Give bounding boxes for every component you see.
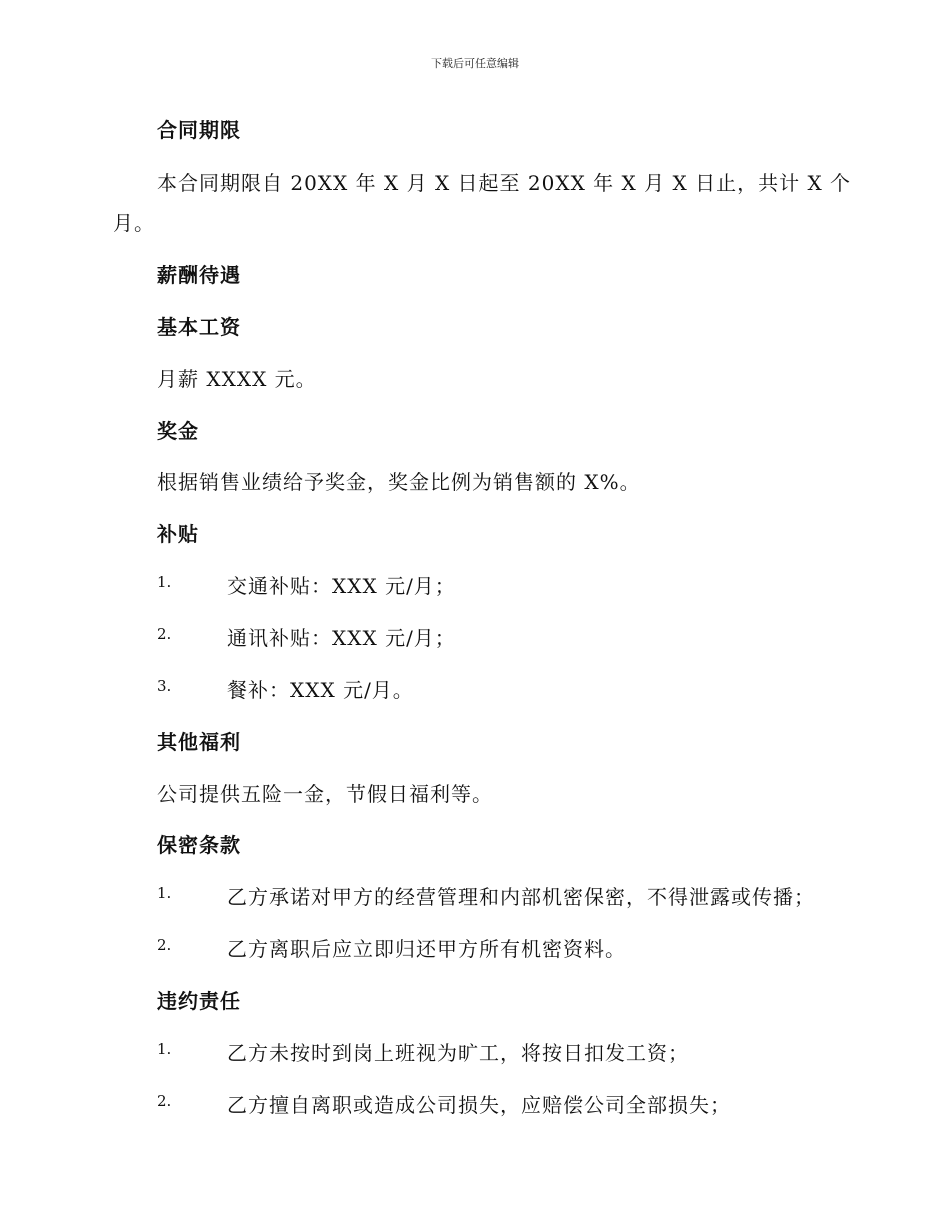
- heading-confidentiality: 保密条款: [157, 833, 241, 857]
- heading-breach: 违约责任: [157, 989, 241, 1013]
- heading-subsidy: 补贴: [157, 522, 199, 546]
- list-number: 1.: [157, 1040, 172, 1058]
- heading-welfare: 其他福利: [157, 730, 241, 754]
- list-number: 1.: [157, 884, 172, 902]
- list-number: 2.: [157, 625, 172, 643]
- contract-term-text-continued: 月。: [113, 211, 155, 235]
- list-number: 3.: [157, 677, 172, 695]
- base-salary-text: 月薪 XXXX 元。: [157, 367, 317, 391]
- welfare-text: 公司提供五险一金，节假日福利等。: [157, 782, 493, 806]
- heading-salary: 薪酬待遇: [157, 263, 241, 287]
- list-item: 乙方离职后应立即归还甲方所有机密资料。: [227, 937, 626, 961]
- heading-base-salary: 基本工资: [157, 315, 241, 339]
- heading-contract-term: 合同期限: [157, 118, 241, 142]
- list-item: 乙方承诺对甲方的经营管理和内部机密保密，不得泄露或传播；: [227, 885, 815, 909]
- contract-term-text: 本合同期限自 20XX 年 X 月 X 日起至 20XX 年 X 月 X 日止，共计 X 个: [157, 171, 852, 195]
- list-item: 交通补贴：XXX 元/月；: [227, 574, 456, 598]
- heading-bonus: 奖金: [157, 419, 199, 443]
- list-item: 餐补：XXX 元/月。: [227, 678, 414, 702]
- list-item: 通讯补贴：XXX 元/月；: [227, 626, 456, 650]
- page-header: 下载后可任意编辑: [431, 57, 519, 70]
- list-item: 乙方未按时到岗上班视为旷工，将按日扣发工资；: [227, 1041, 689, 1065]
- list-number: 1.: [157, 573, 172, 591]
- list-item: 乙方擅自离职或造成公司损失，应赔偿公司全部损失；: [227, 1093, 731, 1117]
- bonus-text: 根据销售业绩给予奖金，奖金比例为销售额的 X%。: [157, 470, 641, 494]
- list-number: 2.: [157, 1092, 172, 1110]
- list-number: 2.: [157, 936, 172, 954]
